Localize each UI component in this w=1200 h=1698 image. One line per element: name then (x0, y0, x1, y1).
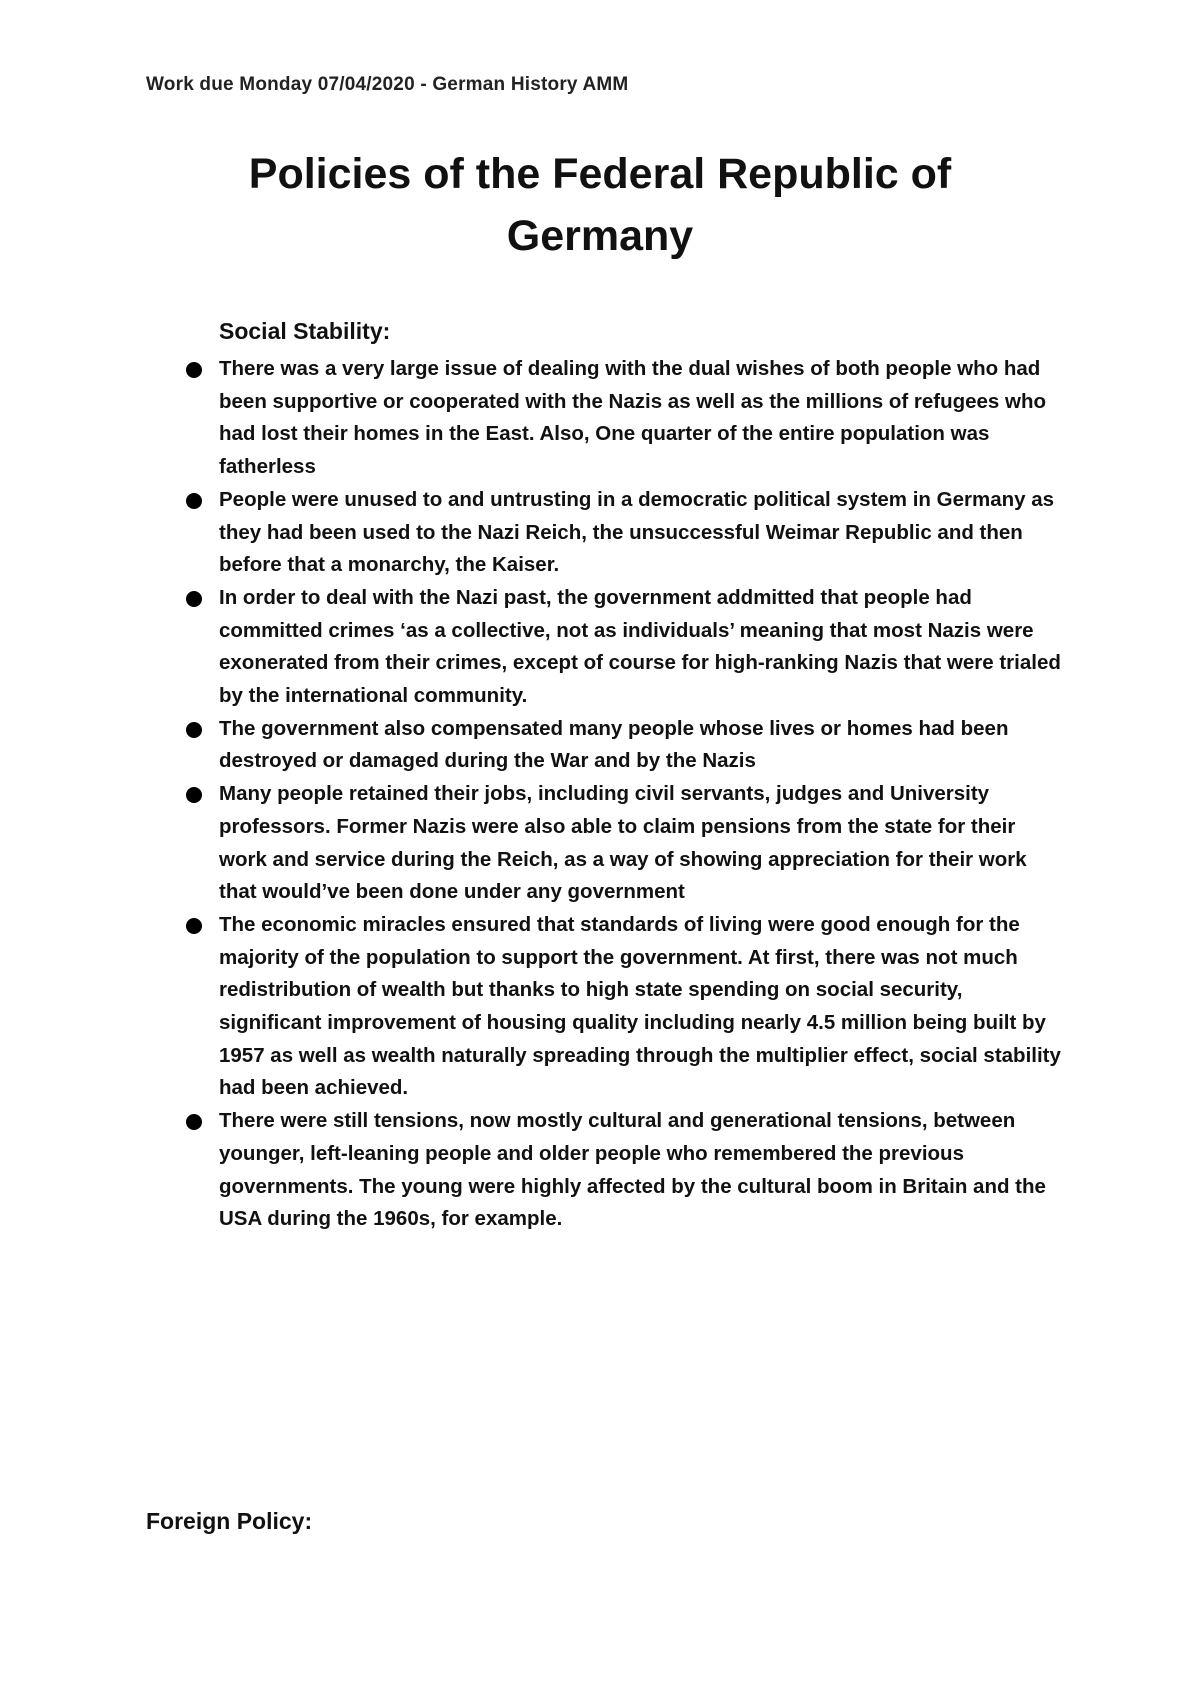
bullet-icon (186, 1114, 202, 1130)
list-item (219, 1105, 1064, 1236)
list-item-text: In order to deal with the Nazi past, the government addmitted that people had committed crimes ‘as a collective, not as individuals’ meaning that most Nazis were exonerated from their crimes, except of course for high-ranking Nazis that were trialed by the international community. (219, 585, 1061, 708)
list-item-text: The economic miracles ensured that standards of living were good enough for the majority of the population to support the government. At first, there was not much redistribution of wealth but thanks to high state spending on social security, significant improvement of housing quality including nearly 4.5 million being built by 1957 as well as wealth naturally spreading through the multiplier effect, social stability had been achieved. (219, 912, 1061, 1100)
bullet-icon (186, 722, 202, 738)
bullet-icon (186, 362, 202, 378)
page-header: Work due Monday 07/04/2020 - German History AMM (146, 74, 629, 95)
foreign-policy-heading: Foreign Policy: (146, 1508, 313, 1534)
bullet-icon (186, 787, 202, 803)
list-item-text: The government also compensated many people whose lives or homes had been destroyed or damaged during the War and by the Nazis (219, 716, 1009, 773)
list-item-text: There was a very large issue of dealing with the dual wishes of both people who had been supportive or cooperated with the Nazis as well as the millions of refugees who had lost their homes in the East. Also, One quarter of the entire population was fatherless (219, 357, 1047, 479)
list-item (219, 909, 1064, 1105)
list-item-text: People were unused to and untrusting in a democratic political system in Germany as they had been used to the Nazi Reich, the unsuccessful Weimar Republic and then before that a monarchy, the Kaiser. (219, 487, 1055, 577)
list-item-text: Many people retained their jobs, including civil servants, judges and University professors. Former Nazis were also able to claim pensions from the state for their work and service during the Reich, as a way of showing appreciation for their work that would’ve been done under any government (219, 782, 1027, 904)
social-stability-heading: Social Stability: (219, 318, 391, 344)
list-item (219, 484, 1064, 582)
bullet-icon (186, 591, 202, 607)
list-item-text: There were still tensions, now mostly cultural and generational tensions, between younger, left-leaning people and older people who remembered the previous governments. The young were highly affected by the cultural boom in Britain and the USA during the 1960s, for example. (219, 1109, 1046, 1231)
list-item (219, 582, 1064, 713)
bullet-icon (186, 918, 202, 934)
list-item (219, 353, 1064, 484)
bullet-icon (186, 493, 202, 509)
list-item (219, 778, 1064, 909)
document-title: Policies of the Federal Republic of Germany (248, 150, 952, 260)
list-item (219, 713, 1064, 778)
social-stability-list (219, 353, 1064, 1236)
